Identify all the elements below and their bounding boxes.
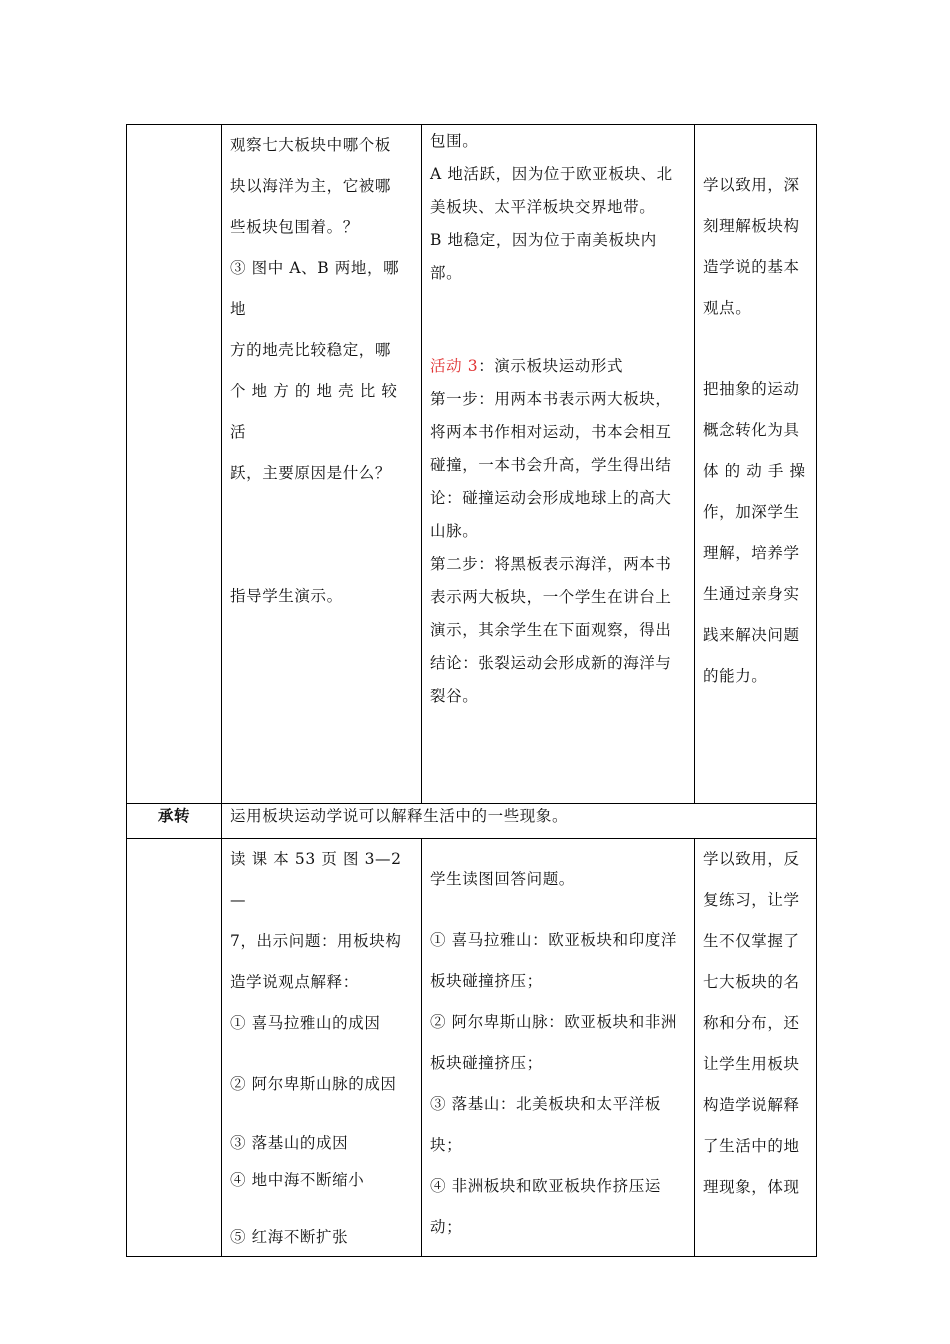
stage-cell-empty — [127, 839, 222, 1257]
text-line: B 地稳定，因为位于南美板块内 — [430, 231, 657, 249]
text-line: 践来解决问题 — [703, 626, 800, 644]
text-line: 复练习，让学 — [703, 891, 800, 909]
text-line: 板块碰撞挤压； — [430, 972, 543, 990]
text-line: ③ 落基山的成因 — [230, 1134, 349, 1152]
text-line: ① 喜马拉雅山的成因 — [230, 1014, 381, 1032]
text-line: 些板块包围着。？ — [230, 218, 359, 236]
table-row-practice — [127, 839, 817, 1257]
student-activity-cell — [422, 839, 695, 1257]
activity-heading — [430, 350, 686, 383]
text-line: 碰撞，一本书会升高，学生得出结 — [430, 456, 672, 474]
activity-title: ：演示板块运动形式 — [478, 357, 624, 375]
activity-label: 活动 3 — [430, 357, 479, 375]
text-line: 动； — [430, 1218, 463, 1236]
text-line: ④ 非洲板块和欧亚板块作挤压运 — [430, 1177, 661, 1195]
text-line: ③ 图中 A、B 两地，哪地 — [230, 259, 400, 318]
text-line: 裂谷。 — [430, 687, 479, 705]
text-line: 体 的 动 手 操 — [703, 462, 806, 480]
lesson-plan-table — [126, 124, 817, 1257]
text-line: 包围。 — [430, 132, 479, 150]
text-line: 生不仅掌握了 — [703, 932, 800, 950]
text-line: ② 阿尔卑斯山脉的成因 — [230, 1075, 397, 1093]
design-intent-cell — [695, 839, 817, 1257]
text-line: 将两本书作相对运动，书本会相互 — [430, 423, 672, 441]
design-intent-cell — [695, 125, 817, 804]
text-line: 个 地 方 的 地 壳 比 较 活 — [230, 382, 398, 441]
text-line: 块； — [430, 1136, 463, 1154]
text-line: ① 喜马拉雅山：欧亚板块和印度洋 — [430, 931, 678, 949]
text-line: 把抽象的运动 — [703, 380, 800, 398]
text-line: 构造学说解释 — [703, 1096, 800, 1114]
transition-text: 运用板块运动学说可以解释生活中的一些现象。 — [222, 804, 817, 839]
text-line: 生通过亲身实 — [703, 585, 800, 603]
stage-cell-empty — [127, 125, 222, 804]
text-line: 理解，培养学 — [703, 544, 800, 562]
student-activity-cell — [422, 125, 695, 804]
text-line: 部。 — [430, 264, 463, 282]
text-line: 论：碰撞运动会形成地球上的高大 — [430, 489, 672, 507]
text-line: 造学说观点解释： — [230, 973, 359, 991]
text-line: 了生活中的地 — [703, 1137, 800, 1155]
text-line: 山脉。 — [430, 522, 479, 540]
text-line: 第二步：将黑板表示海洋，两本书 — [430, 555, 672, 573]
text-line: 学以致用，反 — [703, 850, 800, 868]
text-line: 让学生用板块 — [703, 1055, 800, 1073]
teacher-activity-cell — [222, 125, 422, 804]
table-row-transition — [127, 804, 817, 839]
text-line: 7，出示问题：用板块构 — [230, 932, 402, 950]
text-line: 读 课 本 53 页 图 3—2— — [230, 850, 402, 909]
text-line: 板块碰撞挤压； — [430, 1054, 543, 1072]
text-line: 美板块、太平洋板块交界地带。 — [430, 198, 656, 216]
text-line: 概念转化为具 — [703, 421, 800, 439]
text-line: 刻理解板块构 — [703, 217, 800, 235]
text-line: ④ 地中海不断缩小 — [230, 1171, 365, 1189]
text-line: 称和分布，还 — [703, 1014, 800, 1032]
text-line: 的能力。 — [703, 667, 768, 685]
table-row-activity — [127, 125, 817, 804]
text-line: 指导学生演示。 — [230, 587, 343, 605]
text-line: ⑤ 红海不断扩张 — [230, 1228, 349, 1246]
text-line: 学生读图回答问题。 — [430, 870, 575, 888]
text-line: 方的地壳比较稳定，哪 — [230, 341, 392, 359]
text-line: 第一步：用两本书表示两大板块， — [430, 390, 672, 408]
text-line: 造学说的基本 — [703, 258, 800, 276]
text-line: 学以致用，深 — [703, 176, 800, 194]
text-line: 演示，其余学生在下面观察，得出 — [430, 621, 672, 639]
text-line: ② 阿尔卑斯山脉：欧亚板块和非洲 — [430, 1013, 678, 1031]
text-line: 作，加深学生 — [703, 503, 800, 521]
text-line: 表示两大板块，一个学生在讲台上 — [430, 588, 672, 606]
text-line: 七大板块的名 — [703, 973, 800, 991]
text-line: ③ 落基山：北美板块和太平洋板 — [430, 1095, 661, 1113]
text-line: 跃，主要原因是什么？ — [230, 464, 392, 482]
text-line: A 地活跃，因为位于欧亚板块、北 — [430, 165, 673, 183]
text-line: 结论：张裂运动会形成新的海洋与 — [430, 654, 672, 672]
text-line: 观点。 — [703, 299, 752, 317]
teacher-activity-cell — [222, 839, 422, 1257]
text-line: 理现象，体现 — [703, 1178, 800, 1196]
text-line: 观察七大板块中哪个板 — [230, 136, 392, 154]
text-line: 块以海洋为主，它被哪 — [230, 177, 392, 195]
stage-label: 承转 — [127, 804, 222, 839]
